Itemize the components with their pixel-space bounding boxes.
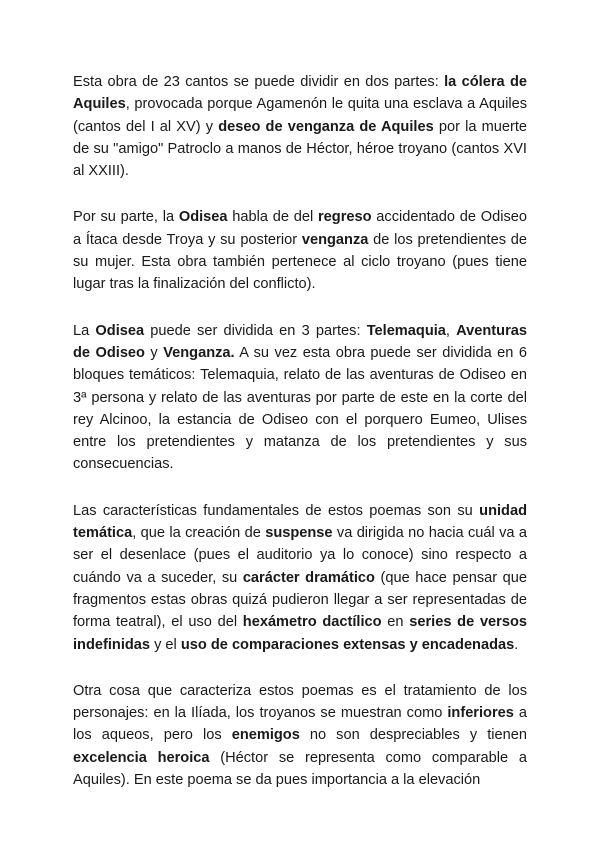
text-run: Las características fundamentales de estos poemas son su — [73, 502, 480, 519]
bold-text-run: hexámetro dactílico — [242, 614, 382, 631]
paragraph-iliad-parts — [73, 71, 527, 182]
text-run: por la muerte de su "amigo" Patroclo a manos de Héctor, héroe troyano (cantos XVI al XXIII). — [73, 118, 527, 180]
bold-text-run: series de versos indefinidas — [73, 614, 527, 653]
bold-text-run: excelencia heroica — [73, 749, 210, 766]
bold-text-run: Venganza. — [163, 344, 235, 361]
bold-text-run: Odisea — [95, 322, 145, 339]
paragraph-odyssey-intro — [73, 206, 527, 295]
text-run: A su vez esta obra puede ser dividida en 6 bloques temáticos: Telemaquia, relato de las aventuras de Odiseo en 3ª persona y relato de las aventuras por parte de este en la corte del rey Alcinoo, la estancia de Odiseo con el porquero Eumeo, Ulises entre los pretendientes y matanza de los pretendientes y sus consecuencias. — [73, 344, 527, 473]
text-run: Esta obra de 23 cantos se puede dividir en dos partes: — [73, 74, 445, 90]
bold-text-run: regreso — [317, 209, 372, 226]
bold-text-run: unidad temática — [73, 502, 527, 542]
text-run: puede ser dividida en 3 partes: — [144, 322, 367, 339]
bold-text-run: suspense — [265, 525, 333, 542]
bold-text-run: Telemaquia — [366, 322, 446, 339]
text-run: de los pretendientes de su mujer. Esta obra también pertenece al ciclo troyano (pues tiene lugar tras la finalización del conflicto). — [73, 231, 527, 293]
text-run: habla de del — [227, 209, 318, 226]
bold-text-run: inferiores — [447, 705, 514, 722]
bold-text-run: la cólera de Aquiles — [73, 74, 527, 113]
bold-text-run: enemigos — [231, 727, 300, 744]
bold-text-run: deseo de venganza de Aquiles — [218, 118, 434, 135]
text-run: va dirigida no hacia cuál va a ser el desenlace (pues el auditorio ya lo conoce) sino respecto a cuándo va a suceder, su — [73, 525, 527, 586]
document-page — [73, 71, 527, 815]
bold-text-run: uso de comparaciones extensas y encadenadas — [180, 636, 515, 653]
paragraph-characters — [73, 680, 527, 791]
text-run: y el — [150, 636, 181, 653]
bold-text-run: Odisea — [178, 209, 228, 226]
text-run: (Héctor se representa como comparable a Aquiles). En este poema se da pues importancia a la elevación — [73, 749, 527, 789]
text-run: en — [381, 614, 410, 631]
bold-text-run: Aventuras de Odiseo — [73, 322, 527, 361]
text-run: accidentado de Odiseo a Ítaca desde Troya y su posterior — [73, 209, 527, 248]
text-run: Por su parte, la — [73, 209, 179, 226]
text-run: La — [73, 322, 96, 339]
text-run: , que la creación de — [132, 525, 266, 542]
paragraph-characteristics — [73, 500, 527, 656]
text-run: Otra cosa que caracteriza estos poemas es el tratamiento de los personajes: en la Ilíada, los troyanos se muestran como — [73, 682, 527, 722]
text-run: , provocada porque Agamenón le quita una esclava a Aquiles (cantos del I al XV) y — [73, 96, 527, 135]
text-run: a los aqueos, pero los — [73, 705, 527, 744]
text-run: y — [144, 344, 164, 361]
paragraph-odyssey-parts — [73, 320, 527, 476]
bold-text-run: carácter dramático — [242, 569, 375, 586]
bold-text-run: venganza — [301, 231, 369, 248]
text-run: , — [445, 322, 457, 339]
text-run: (que hace pensar que fragmentos estas obras quizá pudieron llegar a ser representadas de forma teatral), el uso del — [73, 569, 528, 631]
text-run: no son despreciables y tienen — [299, 727, 527, 744]
text-run: . — [514, 636, 519, 653]
